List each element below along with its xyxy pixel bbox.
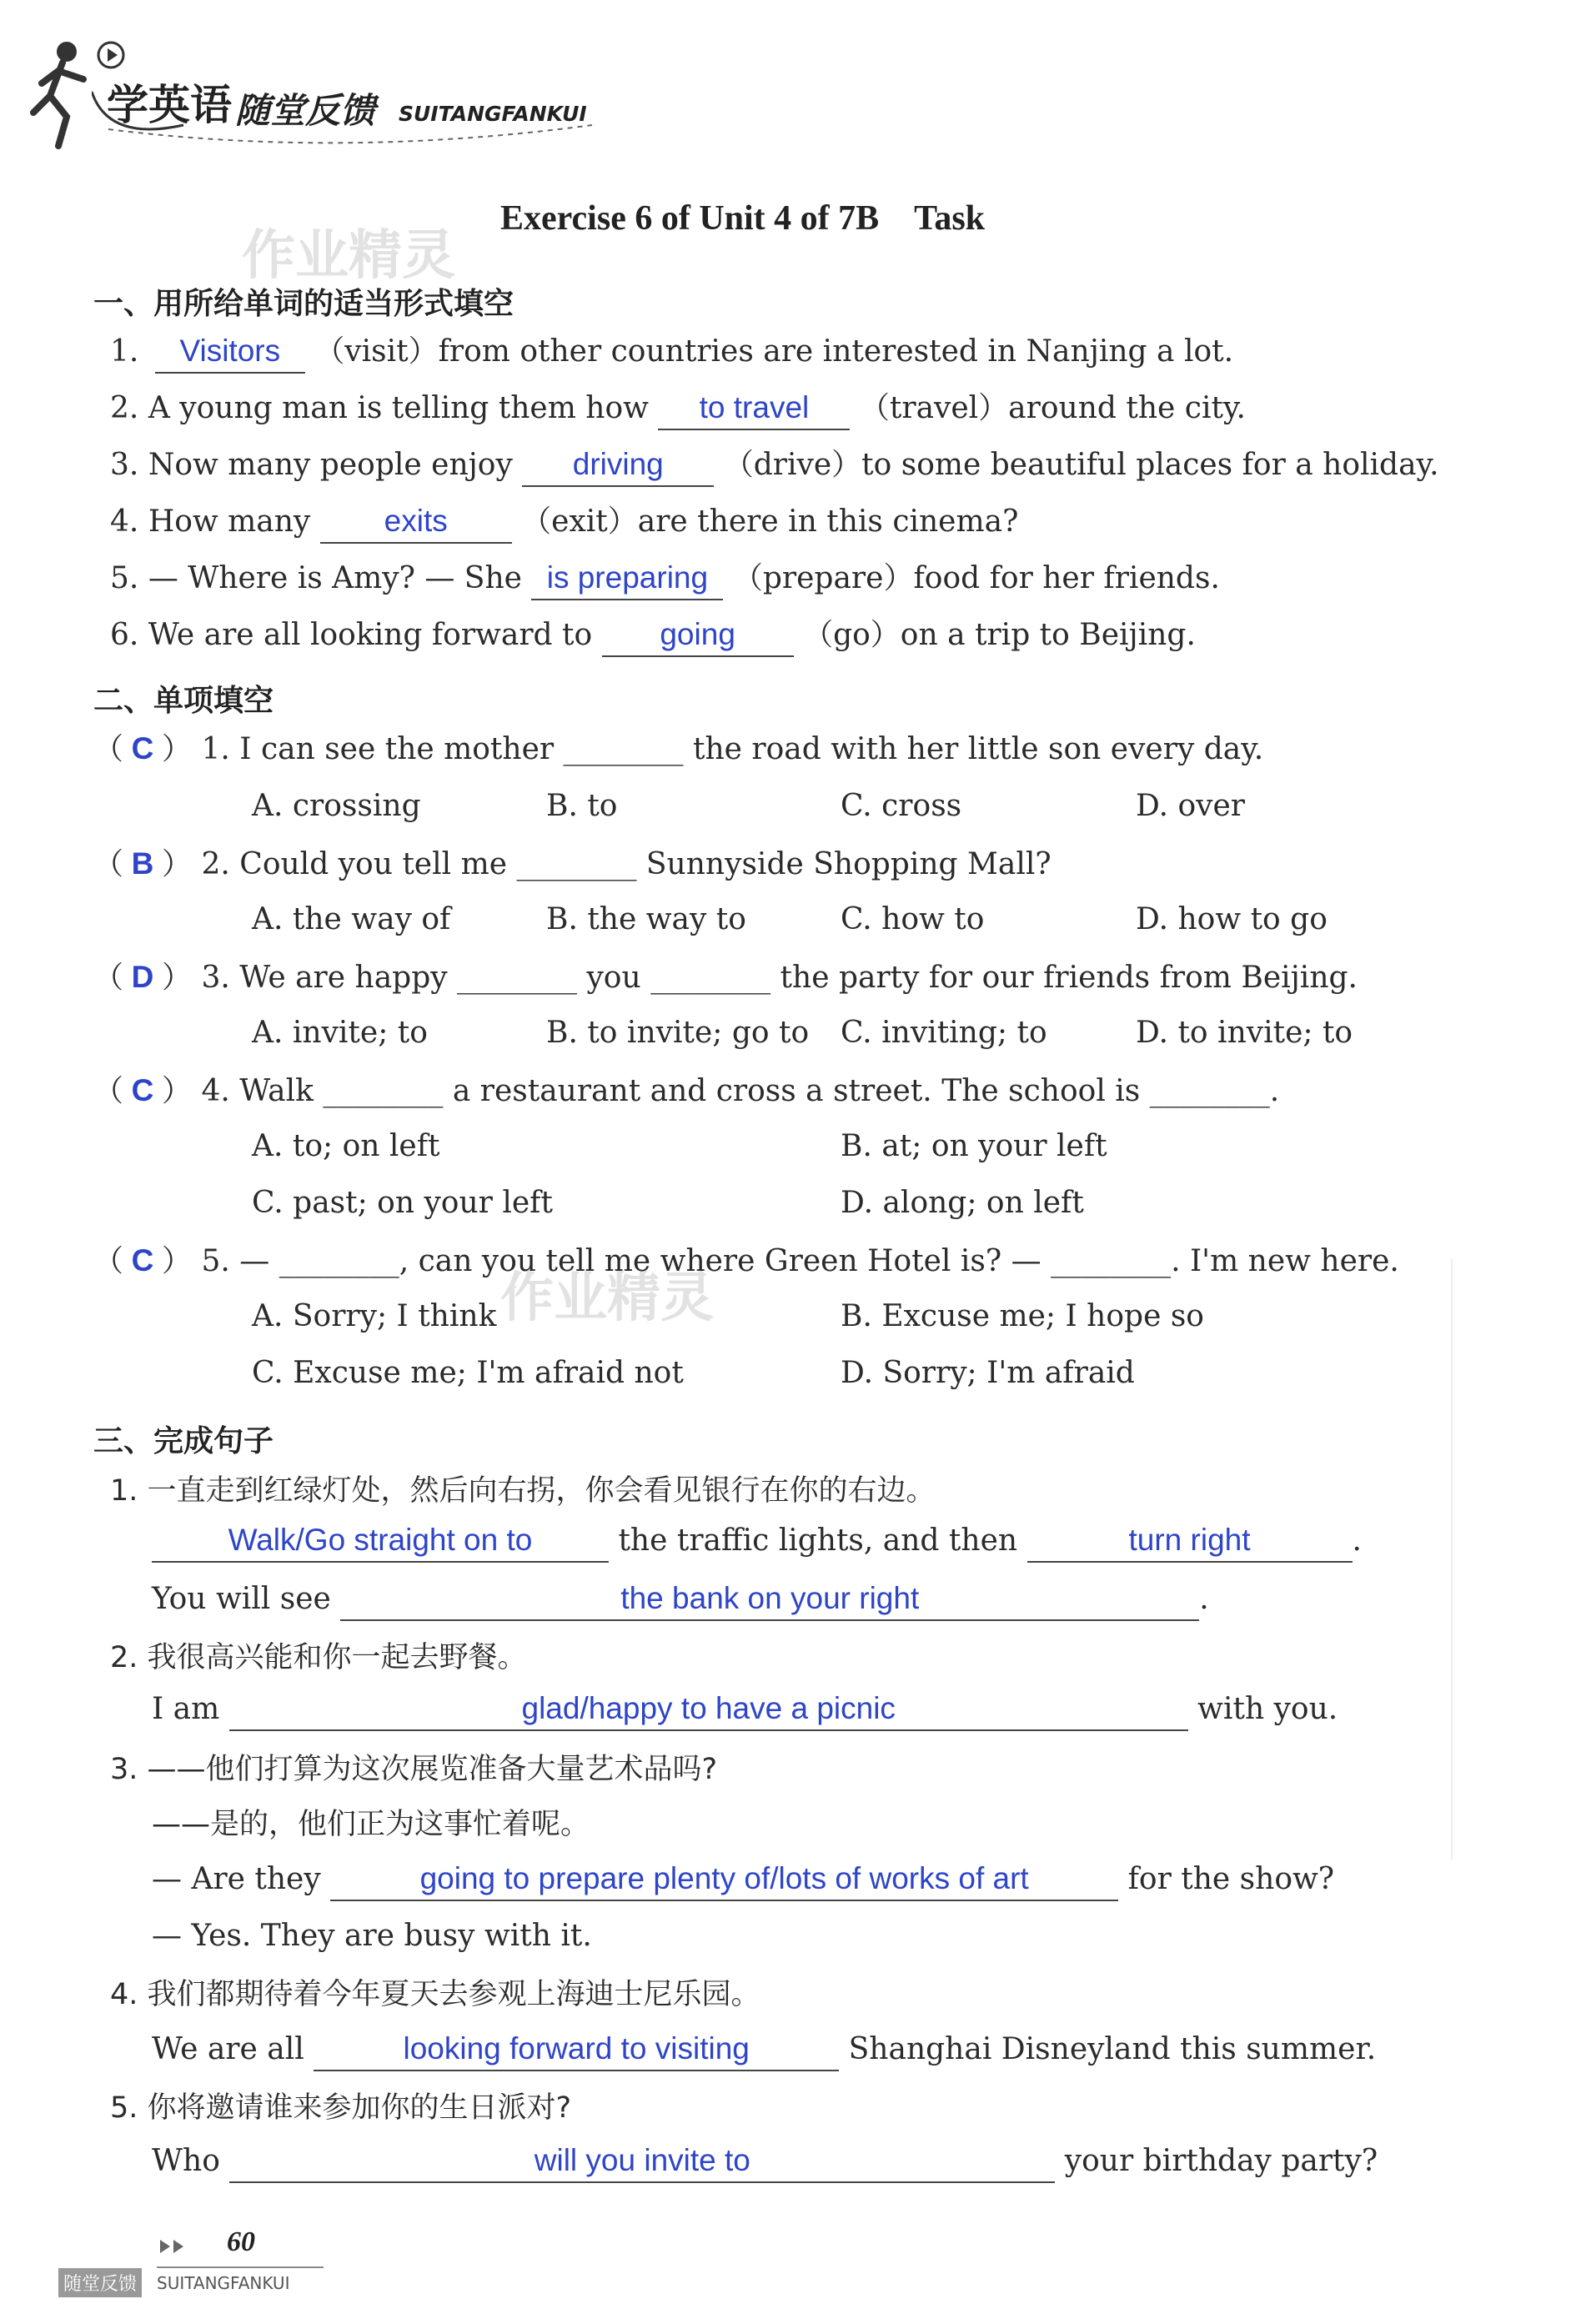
answer-blank[interactable] bbox=[658, 392, 850, 430]
footer-brand: 随堂反馈 bbox=[58, 2268, 142, 2297]
answer-text: to travel bbox=[699, 390, 810, 424]
s3-q5-chinese: 5. 你将邀请谁来参加你的生日派对? bbox=[110, 2091, 572, 2125]
s2-q2-option-c: C. how to bbox=[841, 902, 985, 936]
answer-paren-right: ） bbox=[162, 847, 193, 881]
sentence-text: — Are they bbox=[152, 1862, 321, 1896]
scan-edge bbox=[1451, 1259, 1453, 1860]
answer-text: the bank on your right bbox=[620, 1581, 920, 1615]
item-number: 6. bbox=[110, 618, 139, 652]
s2-question-1 bbox=[93, 730, 1263, 768]
answer-text: exits bbox=[384, 504, 448, 538]
header-logo bbox=[17, 33, 600, 158]
s2-q2-option-a: A. the way of bbox=[252, 902, 451, 936]
s2-q4-option-d: D. along; on left bbox=[841, 1186, 1084, 1220]
section3-heading: 三、完成句子 bbox=[93, 1424, 274, 1458]
answer-paren-left: （ bbox=[93, 961, 124, 995]
sentence-text: I am bbox=[152, 1692, 220, 1726]
page-footer bbox=[58, 2210, 325, 2293]
s1-item-5 bbox=[110, 560, 1220, 600]
choice-answer[interactable]: D bbox=[131, 960, 154, 994]
play-icon bbox=[96, 40, 126, 70]
question-stem: 5. — ________, can you tell me where Green Hotel is? — ________. I'm new here. bbox=[201, 1244, 1399, 1278]
item-text: A young man is telling them how bbox=[148, 391, 649, 425]
s3-q3-chinese-1: 3. ——他们打算为这次展览准备大量艺术品吗? bbox=[110, 1753, 718, 1786]
watermark-top: 作业精灵 bbox=[242, 225, 455, 287]
item-number: 4. bbox=[110, 504, 139, 539]
answer-blank[interactable] bbox=[522, 449, 714, 487]
item-number: 1. bbox=[110, 334, 139, 369]
s2-q4-option-b: B. at; on your left bbox=[841, 1129, 1107, 1163]
period: . bbox=[1199, 1582, 1209, 1616]
s1-item-6 bbox=[110, 617, 1196, 657]
s2-q2-option-d: D. how to go bbox=[1136, 902, 1328, 936]
footer-rule bbox=[157, 2266, 324, 2268]
sentence-text: You will see bbox=[152, 1582, 331, 1616]
answer-blank[interactable] bbox=[155, 335, 305, 374]
answer-paren-right: ） bbox=[162, 732, 193, 766]
answer-blank[interactable] bbox=[152, 1524, 609, 1563]
s3-q3-chinese-2: ——是的，他们正为这事忙着呢。 bbox=[152, 1808, 590, 1841]
s2-q1-option-d: D. over bbox=[1136, 789, 1245, 823]
answer-blank[interactable] bbox=[320, 505, 512, 544]
item-text: （prepare）food for her friends. bbox=[732, 561, 1220, 595]
answer-paren-right: ） bbox=[162, 1244, 193, 1278]
answer-paren-right: ） bbox=[162, 1074, 193, 1108]
item-text: （drive）to some beautiful places for a holiday. bbox=[723, 448, 1439, 482]
section2-heading: 二、单项填空 bbox=[93, 684, 274, 718]
answer-text: going bbox=[660, 617, 735, 651]
s2-q4-option-a: A. to; on left bbox=[252, 1129, 440, 1163]
s3-q5-line bbox=[152, 2143, 1378, 2183]
answer-text: looking forward to visiting bbox=[403, 2031, 750, 2065]
question-stem: 1. I can see the mother ________ the road with her little son every day. bbox=[201, 732, 1264, 766]
s2-q2-option-b: B. the way to bbox=[546, 902, 746, 936]
s2-q1-option-b: B. to bbox=[546, 789, 618, 823]
s3-q4-chinese: 4. 我们都期待着今年夏天去参观上海迪士尼乐园。 bbox=[110, 1978, 760, 2011]
choice-answer[interactable]: C bbox=[131, 1243, 154, 1277]
choice-answer[interactable]: C bbox=[131, 1073, 154, 1107]
answer-text: is preparing bbox=[546, 560, 709, 595]
page-title: Exercise 6 of Unit 4 of 7B Task bbox=[500, 199, 986, 238]
s2-question-4 bbox=[93, 1072, 1279, 1110]
period: . bbox=[1352, 1523, 1362, 1558]
answer-paren-left: （ bbox=[93, 847, 124, 881]
s3-q3-reply: — Yes. They are busy with it. bbox=[152, 1919, 592, 1953]
item-number: 2. bbox=[110, 391, 139, 425]
sentence-text: We are all bbox=[152, 2032, 304, 2066]
answer-blank[interactable] bbox=[330, 1863, 1118, 1901]
s1-item-4 bbox=[110, 504, 1018, 544]
s2-question-2 bbox=[93, 846, 1051, 883]
item-text: （exit）are there in this cinema? bbox=[521, 504, 1019, 539]
s1-item-2 bbox=[110, 390, 1246, 430]
s3-q1-chinese: 1. 一直走到红绿灯处，然后向右拐，你会看见银行在你的右边。 bbox=[110, 1474, 936, 1508]
sentence-text: your birthday party? bbox=[1064, 2144, 1378, 2178]
s3-q4-line bbox=[152, 2031, 1376, 2071]
sentence-text: with you. bbox=[1197, 1692, 1338, 1726]
item-text: （go）on a trip to Beijing. bbox=[803, 618, 1196, 652]
answer-paren-left: （ bbox=[93, 1244, 124, 1278]
item-number: 5. bbox=[110, 561, 139, 595]
page-number: 60 bbox=[227, 2226, 255, 2257]
answer-text: going to prepare plenty of/lots of works of art bbox=[419, 1861, 1029, 1895]
choice-answer[interactable]: C bbox=[131, 731, 154, 765]
s2-q3-option-c: C. inviting; to bbox=[841, 1016, 1047, 1050]
item-text: — Where is Amy? — She bbox=[148, 561, 522, 595]
s3-q3-line bbox=[152, 1861, 1334, 1901]
sentence-text: for the show? bbox=[1127, 1862, 1335, 1896]
answer-text: Walk/Go straight on to bbox=[228, 1523, 533, 1557]
logo-subtitle: 随堂反馈 bbox=[235, 90, 376, 131]
answer-blank[interactable] bbox=[229, 1693, 1188, 1731]
double-arrow-icon bbox=[158, 2238, 187, 2255]
sentence-text: Who bbox=[152, 2144, 220, 2178]
answer-paren-right: ） bbox=[162, 961, 193, 995]
s3-q1-line1 bbox=[152, 1523, 1362, 1563]
watermark-middle: 作业精灵 bbox=[500, 1267, 714, 1329]
item-text: We are all looking forward to bbox=[148, 618, 593, 652]
question-stem: 3. We are happy ________ you ________ the party for our friends from Beijing. bbox=[201, 961, 1358, 995]
s2-q1-option-c: C. cross bbox=[841, 789, 962, 823]
s2-question-3 bbox=[93, 959, 1358, 996]
question-stem: 2. Could you tell me ________ Sunnyside Shopping Mall? bbox=[201, 847, 1051, 881]
answer-blank[interactable] bbox=[229, 2145, 1055, 2183]
s2-q1-option-a: A. crossing bbox=[252, 789, 421, 823]
answer-blank[interactable] bbox=[602, 619, 794, 657]
s2-question-5 bbox=[93, 1242, 1399, 1280]
question-stem: 4. Walk ________ a restaurant and cross a street. The school is ________. bbox=[201, 1074, 1280, 1108]
s2-q5-option-c: C. Excuse me; I'm afraid not bbox=[252, 1356, 684, 1390]
s3-q1-line2 bbox=[152, 1581, 1209, 1621]
answer-paren-left: （ bbox=[93, 732, 124, 766]
s2-q5-option-a: A. Sorry; I think bbox=[252, 1299, 497, 1333]
s1-item-3 bbox=[110, 447, 1439, 487]
section1-heading: 一、用所给单词的适当形式填空 bbox=[93, 287, 514, 321]
s3-q2-line bbox=[152, 1691, 1338, 1731]
answer-text: Visitors bbox=[179, 334, 281, 368]
s2-q5-option-b: B. Excuse me; I hope so bbox=[841, 1299, 1204, 1333]
answer-text: driving bbox=[572, 447, 664, 481]
answer-text: turn right bbox=[1128, 1523, 1251, 1557]
sentence-text: Shanghai Disneyland this summer. bbox=[848, 2032, 1377, 2066]
answer-text: glad/happy to have a picnic bbox=[521, 1691, 896, 1725]
s2-q3-option-b: B. to invite; go to bbox=[546, 1016, 810, 1050]
s2-q5-option-d: D. Sorry; I'm afraid bbox=[841, 1356, 1135, 1390]
s1-item-1 bbox=[110, 334, 1233, 374]
item-text: How many bbox=[148, 504, 311, 539]
item-text: Now many people enjoy bbox=[148, 448, 513, 482]
item-text: （travel）around the city. bbox=[859, 391, 1246, 425]
footer-brand-pinyin: SUITANGFANKUI bbox=[157, 2273, 290, 2293]
choice-answer[interactable]: B bbox=[131, 846, 154, 881]
answer-paren-left: （ bbox=[93, 1074, 124, 1108]
sentence-text: the traffic lights, and then bbox=[618, 1523, 1018, 1558]
s3-q2-chinese: 2. 我很高兴能和你一起去野餐。 bbox=[110, 1641, 527, 1674]
logo-title: 学英语 bbox=[107, 81, 232, 129]
logo-pinyin: SUITANGFANKUI bbox=[399, 102, 587, 126]
s2-q3-option-d: D. to invite; to bbox=[1136, 1016, 1353, 1050]
answer-text: will you invite to bbox=[534, 2143, 750, 2177]
s2-q4-option-c: C. past; on your left bbox=[252, 1186, 553, 1220]
item-number: 3. bbox=[110, 448, 139, 482]
answer-blank[interactable] bbox=[340, 1583, 1199, 1621]
answer-blank[interactable] bbox=[531, 562, 723, 600]
answer-blank[interactable] bbox=[1027, 1524, 1353, 1563]
answer-blank[interactable] bbox=[314, 2033, 839, 2071]
item-text: （visit）from other countries are interested in Nanjing a lot. bbox=[314, 334, 1234, 369]
s2-q3-option-a: A. invite; to bbox=[252, 1016, 428, 1050]
